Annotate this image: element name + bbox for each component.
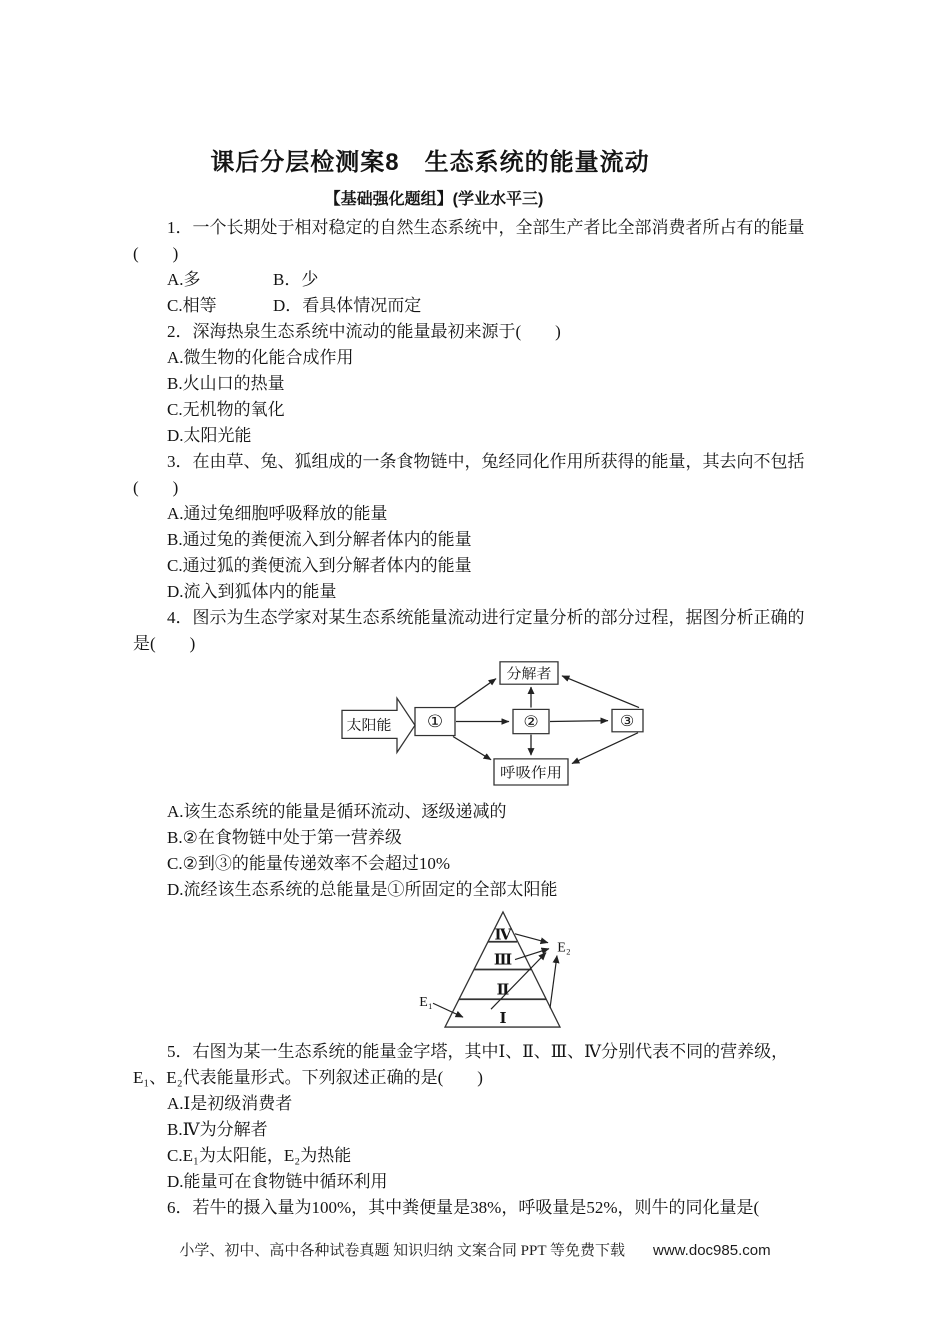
- q3-option-c: C.通过狐的粪便流入到分解者体内的能量: [167, 556, 472, 575]
- q2-option-a: A.微生物的化能合成作用: [167, 348, 354, 367]
- arrow-node3-to-respiration: [572, 733, 638, 764]
- q5-option-c: C.E₁为太阳能，E₂为热能: [167, 1146, 352, 1165]
- page-title: 课后分层检测案8 生态系统的能量流动: [210, 149, 650, 176]
- pyramid-level2-label: Ⅱ: [496, 982, 510, 999]
- arrow-node1-to-respiration: [453, 736, 491, 759]
- q5-option-a: A.Ⅰ是初级消费者: [167, 1094, 293, 1113]
- pyramid-level4-label: Ⅳ: [494, 927, 512, 944]
- page-footer: [0, 1241, 950, 1261]
- node-2-label: ②: [523, 712, 539, 731]
- node-1-label: ①: [426, 711, 444, 731]
- q4-option-c: C.②到③的能量传递效率不会超过10%: [167, 854, 450, 873]
- q5-option-b: B.Ⅳ为分解者: [167, 1120, 268, 1139]
- energy-pyramid-diagram: [402, 907, 587, 1037]
- section-header: 【基础强化题组】(学业水平三): [324, 191, 544, 208]
- q2-text: 2．深海热泉生态系统中流动的能量最初来源于( ): [167, 322, 561, 341]
- pyramid-level3-label: Ⅲ: [493, 952, 513, 969]
- respiration-label: 呼吸作用: [500, 765, 562, 782]
- q4-option-b: B.②在食物链中处于第一营养级: [167, 828, 402, 847]
- arrow-level1-to-e2: [550, 956, 557, 1009]
- energy-flow-diagram: [340, 659, 675, 799]
- q3-text: 3．在由草、兔、狐组成的一条食物链中，兔经同化作用所获得的能量，其去向不包括: [167, 452, 805, 471]
- q6-text: 6．若牛的摄入量为100%，其中粪便量是38%，呼吸量是52%，则牛的同化量是(: [167, 1198, 760, 1217]
- q1-options-row1: [133, 267, 833, 293]
- pyramid-e2-label: E₂: [557, 940, 571, 956]
- pyramid-e1-label: E₁: [419, 995, 433, 1011]
- q1-text: 1．一个长期处于相对稳定的自然生态系统中，全部生产者比全部消费者所占有的能量: [167, 218, 805, 237]
- arrow-node1-to-decomposer: [455, 679, 496, 708]
- q1-options-row2: [133, 293, 833, 319]
- arrow-level4-to-e2: [515, 934, 548, 943]
- arrow-node2-to-node3: [550, 721, 608, 722]
- q4-option-d: D.流经该生态系统的总能量是①所固定的全部太阳能: [167, 880, 558, 899]
- q3-option-d: D.流入到狐体内的能量: [167, 582, 337, 601]
- q5-option-d: D.能量可在食物链中循环利用: [167, 1172, 388, 1191]
- q2-option-c: C.无机物的氧化: [167, 400, 285, 419]
- q5-text-line1: 5．右图为某一生态系统的能量金字塔，其中Ⅰ、Ⅱ、Ⅲ、Ⅳ分别代表不同的营养级，: [167, 1042, 789, 1061]
- q4-text-line2: 是( ): [133, 634, 196, 653]
- solar-energy-label: 太阳能: [346, 718, 392, 734]
- q1-option-c: C.相等: [167, 296, 217, 315]
- q1-option-a: A.多: [167, 270, 201, 289]
- q4-option-a: A.该生态系统的能量是循环流动、逐级递减的: [167, 802, 507, 821]
- decomposer-label: 分解者: [506, 667, 552, 683]
- arrow-e1-to-level1: [433, 1003, 463, 1017]
- footer-site-url: www.doc985.com: [653, 1242, 771, 1259]
- node-3-label: ③: [619, 713, 635, 731]
- q5-text-line2: E₁、E₂代表能量形式。下列叙述正确的是( ): [133, 1068, 483, 1087]
- q1-answer-blank: ( ): [133, 244, 179, 263]
- q2-option-d: D.太阳光能: [167, 426, 252, 445]
- q3-option-a: A.通过兔细胞呼吸释放的能量: [167, 504, 388, 523]
- q2-option-b: B.火山口的热量: [167, 374, 285, 393]
- q1-option-b: B．少: [273, 270, 319, 289]
- q1-option-d: D．看具体情况而定: [273, 296, 422, 315]
- q3-option-b: B.通过兔的粪便流入到分解者体内的能量: [167, 530, 472, 549]
- document-content: [133, 146, 833, 1221]
- footer-links-text: 小学、初中、高中各种试卷真题 知识归纳 文案合同 PPT 等免费下载: [179, 1243, 626, 1259]
- pyramid-level1-label: Ⅰ: [499, 1011, 507, 1028]
- q4-text-line1: 4．图示为生态学家对某生态系统能量流动进行定量分析的部分过程，据图分析正确的: [167, 608, 805, 627]
- arrow-node3-to-decomposer: [562, 676, 639, 708]
- q3-answer-blank: ( ): [133, 478, 179, 497]
- pyramid-arrows: [433, 934, 557, 1017]
- flow-arrows: [453, 676, 639, 764]
